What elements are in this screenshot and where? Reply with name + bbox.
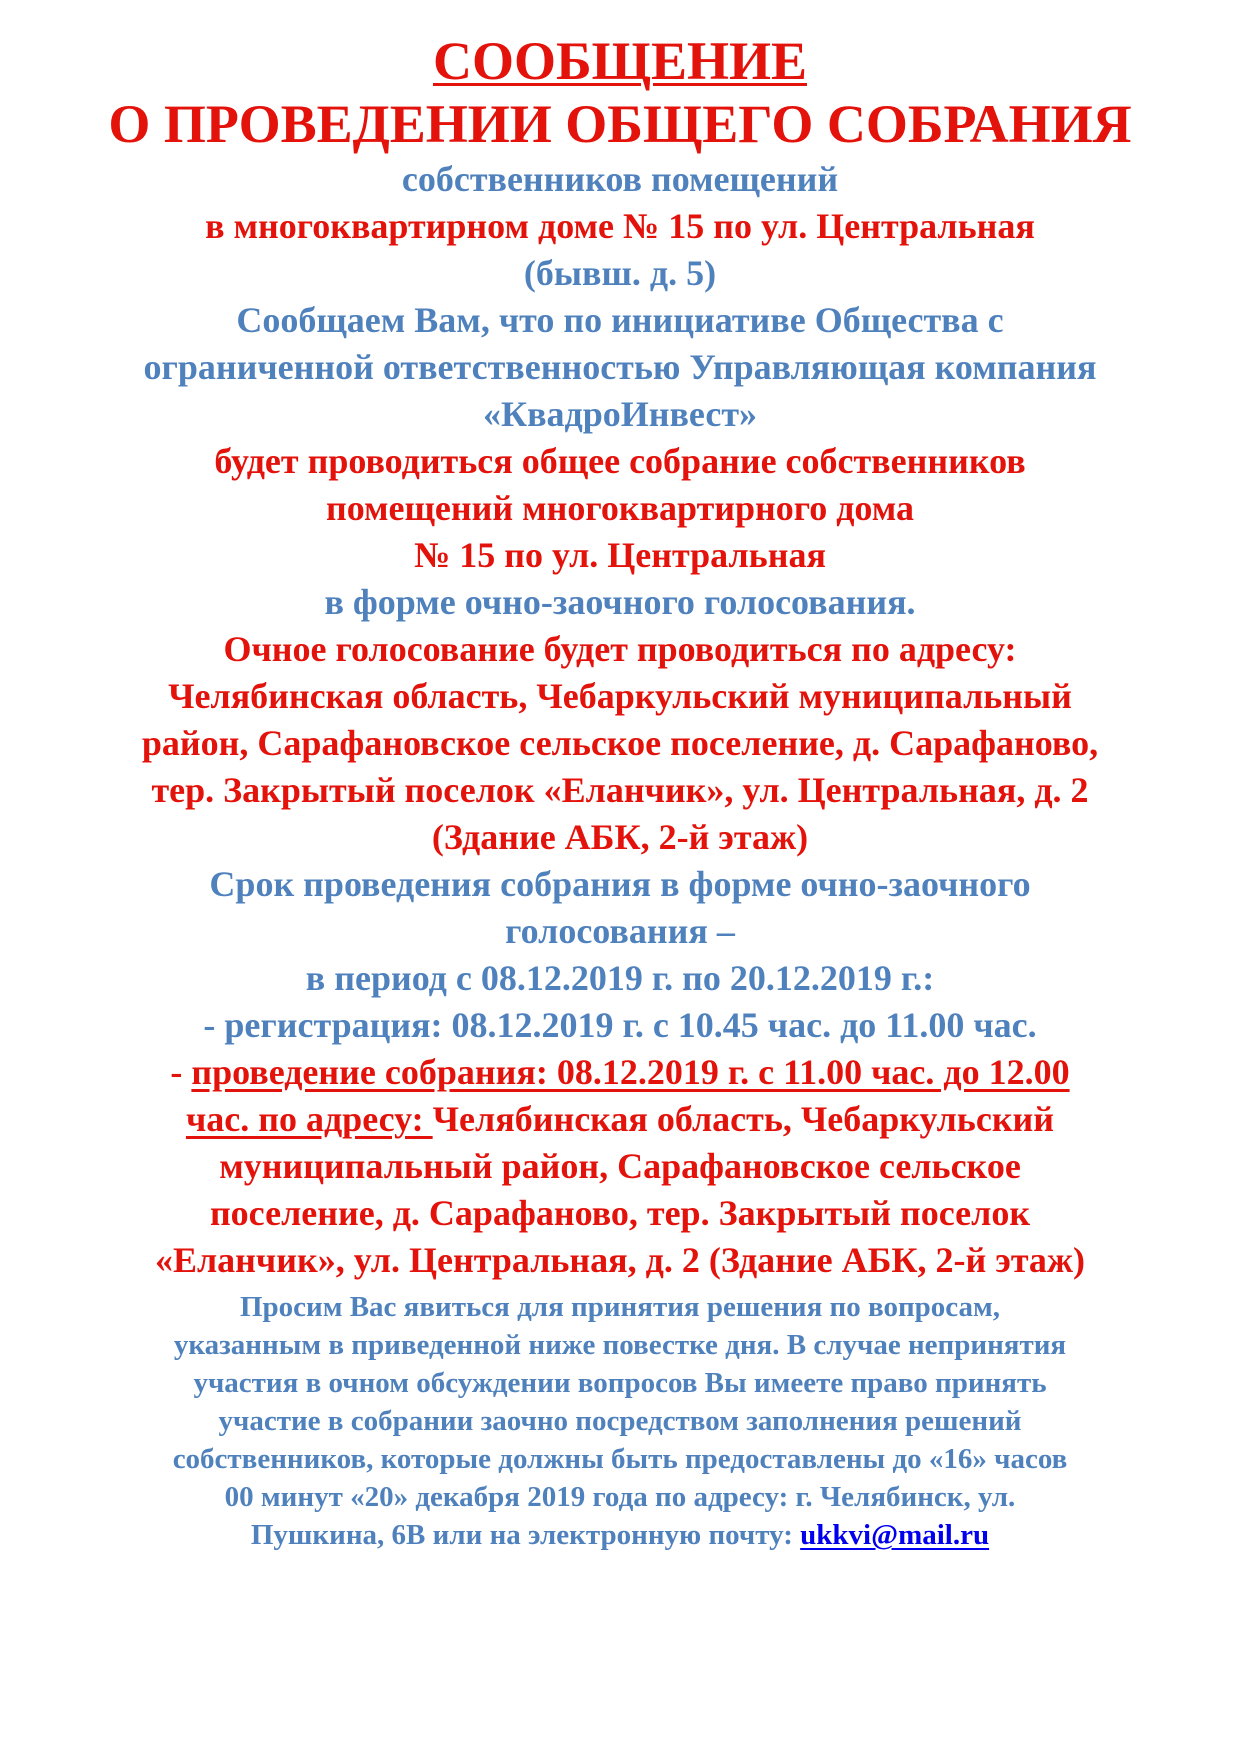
notice-subtitle: О ПРОВЕДЕНИИ ОБЩЕГО СОБРАНИЯ — [108, 94, 1132, 154]
request-line-5: собственников, которые должны быть предоставлены до «16» часов — [172, 1443, 1068, 1475]
holding-address-1: Челябинская область, Чебаркульский — [432, 1099, 1055, 1139]
term-period: в период с 08.12.2019 г. по 20.12.2019 г.: — [305, 958, 935, 998]
notice-page — [40, 30, 1200, 1554]
former-address-line: (бывш. д. 5) — [523, 253, 717, 293]
registration-time: - регистрация: 08.12.2019 г. с 10.45 час. до 11.00 час. — [203, 1005, 1037, 1045]
in-person-address-4: (Здание АБК, 2-й этаж) — [431, 817, 809, 857]
holding-address-2: муниципальный район, Сарафановское сельское — [219, 1146, 1021, 1186]
holding-underlined-1: проведение собрания: 08.12.2019 г. с 11.00 час. до 12.00 — [191, 1052, 1070, 1092]
request-paragraph — [40, 1288, 1200, 1554]
holding-address-3: поселение, д. Сарафаново, тер. Закрытый поселок — [209, 1193, 1031, 1233]
house-line: в многоквартирном доме № 15 по ул. Центральная — [205, 206, 1035, 246]
initiative-line-2: ограниченной ответственностью Управляющая компания — [143, 347, 1097, 387]
email-link[interactable]: ukkvi@mail.ru — [800, 1519, 990, 1551]
notice-title: СООБЩЕНИЕ — [432, 31, 808, 91]
request-line-4: участие в собрании заочно посредством заполнения решений — [218, 1405, 1022, 1437]
in-person-address-3: тер. Закрытый поселок «Еланчик», ул. Центральная, д. 2 — [151, 770, 1089, 810]
meeting-line-1: будет проводиться общее собрание собственников — [214, 441, 1026, 481]
holding-address-4: «Еланчик», ул. Центральная, д. 2 (Здание АБК, 2-й этаж) — [154, 1240, 1086, 1280]
in-person-address-2: район, Сарафановское сельское поселение, д. Сарафаново, — [141, 723, 1099, 763]
holding-dash: - — [170, 1052, 192, 1092]
owners-line: собственников помещений — [401, 159, 839, 199]
term-line-2: голосования – — [505, 911, 735, 951]
in-person-heading: Очное голосование будет проводиться по адресу: — [223, 629, 1017, 669]
request-line-2: указанным в приведенной ниже повестке дня. В случае непринятия — [173, 1329, 1067, 1361]
voting-form: в форме очно-заочного голосования. — [324, 582, 916, 622]
request-line-7 — [40, 1516, 1200, 1554]
request-line-1: Просим Вас явиться для принятия решения по вопросам, — [239, 1291, 1001, 1323]
request-line-7-text: Пушкина, 6В или на электронную почту: — [250, 1519, 801, 1551]
holding-line-2 — [40, 1096, 1200, 1143]
term-line-1: Срок проведения собрания в форме очно-заочного — [209, 864, 1031, 904]
holding-line-1 — [40, 1049, 1200, 1096]
request-line-3: участия в очном обсуждении вопросов Вы имеете право принять — [193, 1367, 1047, 1399]
initiative-line-1: Сообщаем Вам, что по инициативе Общества с — [236, 300, 1004, 340]
meeting-line-2: помещений многоквартирного дома — [325, 488, 915, 528]
company-name: «КвадроИнвест» — [482, 394, 758, 434]
in-person-address-1: Челябинская область, Чебаркульский муниципальный — [168, 676, 1072, 716]
request-line-6: 00 минут «20» декабря 2019 года по адресу: г. Челябинск, ул. — [224, 1481, 1016, 1513]
meeting-line-3: № 15 по ул. Центральная — [414, 535, 826, 575]
holding-underlined-2: час. по адресу: — [185, 1099, 433, 1139]
